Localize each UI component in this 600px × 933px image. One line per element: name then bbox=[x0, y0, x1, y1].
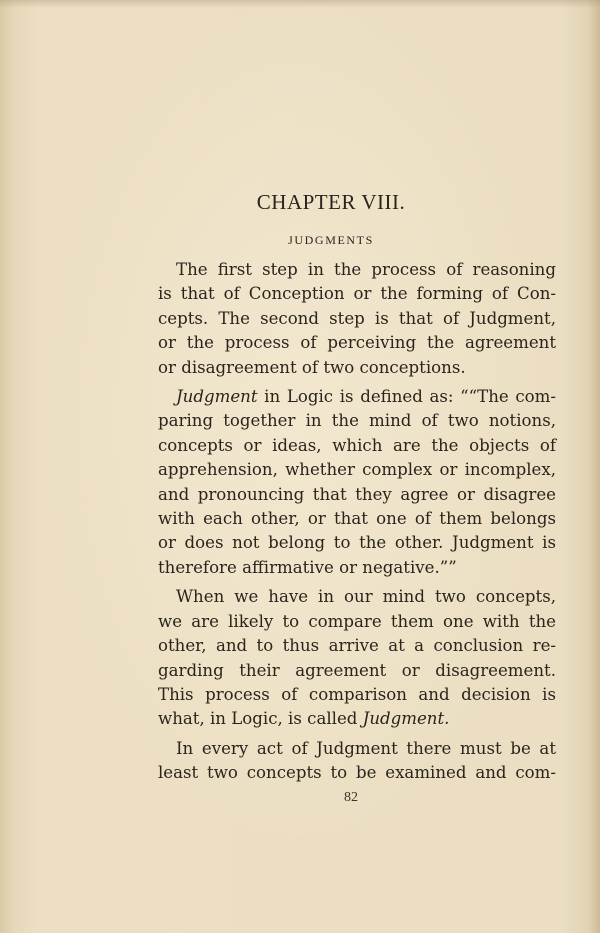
text-line: paring together in the mind of two notions, bbox=[158, 411, 556, 431]
text-line: In every act of Judgment there must be at bbox=[176, 738, 556, 758]
text-line bbox=[158, 707, 556, 731]
chapter-subtitle: JUDGMENTS bbox=[288, 233, 374, 247]
page-top-edge bbox=[0, 0, 600, 8]
paragraph-2 bbox=[158, 385, 556, 580]
page-number: 82 bbox=[344, 790, 358, 805]
text-line: concepts or ideas, which are the objects of bbox=[158, 435, 556, 455]
text-line: we are likely to compare them one with the bbox=[158, 611, 556, 631]
text-line bbox=[158, 385, 556, 409]
text-fragment: in Logic is defined as: ““The com- bbox=[257, 387, 556, 407]
paragraph-4 bbox=[158, 737, 556, 786]
chapter-title: CHAPTER VIII. bbox=[256, 190, 406, 214]
text-line: or disagreement of two conceptions. bbox=[158, 357, 466, 377]
text-line: garding their agreement or disagreement. bbox=[158, 660, 556, 680]
paragraph-3 bbox=[158, 585, 556, 731]
text-line: When we have in our mind two concepts, bbox=[176, 587, 556, 607]
text-line: or does not belong to the other. Judgment is bbox=[158, 533, 556, 553]
body-text bbox=[158, 258, 556, 791]
text-fragment: what, in Logic, is called bbox=[158, 709, 363, 729]
text-line: other, and to thus arrive at a conclusion re- bbox=[158, 636, 556, 656]
text-line: or the process of perceiving the agreement bbox=[158, 333, 556, 353]
text-line: therefore affirmative or negative.”” bbox=[158, 557, 457, 577]
italic-term: Judgment bbox=[176, 387, 258, 407]
text-line: with each other, or that one of them belongs bbox=[158, 509, 556, 529]
text-line: The first step in the process of reasoning bbox=[176, 260, 556, 279]
text-line: is that of Conception or the forming of Con- bbox=[158, 284, 556, 304]
text-line: and pronouncing that they agree or disagree bbox=[158, 484, 556, 504]
italic-term: Judgment. bbox=[362, 709, 450, 729]
paragraph-1 bbox=[158, 258, 556, 380]
text-line: least two concepts to be examined and com- bbox=[158, 763, 556, 783]
text-line: apprehension, whether complex or incomplex, bbox=[158, 460, 556, 480]
text-line: cepts. The second step is that of Judgment, bbox=[158, 308, 556, 328]
text-line: This process of comparison and decision is bbox=[158, 684, 556, 704]
